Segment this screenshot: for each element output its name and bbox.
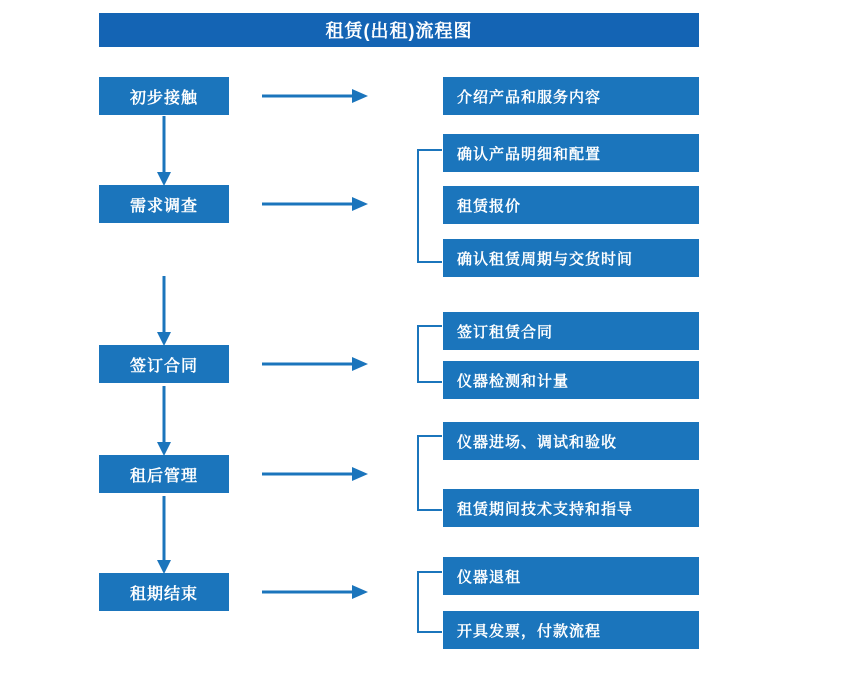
bracket-end-group: [414, 570, 444, 634]
stage-box-after-rent-management[interactable]: 租后管理: [99, 455, 229, 493]
detail-box-instrument-inspection[interactable]: 仪器检测和计量: [443, 361, 699, 399]
bracket-demand-group: [414, 148, 444, 264]
arrow-down-initial-to-demand: [154, 116, 174, 188]
arrow-down-after-rent-to-end: [154, 496, 174, 576]
detail-box-confirm-period-delivery[interactable]: 确认租赁周期与交货时间: [443, 239, 699, 277]
detail-box-sign-rental-contract[interactable]: 签订租赁合同: [443, 312, 699, 350]
arrow-down-demand-to-contract: [154, 276, 174, 348]
detail-box-instrument-onsite-commissioning[interactable]: 仪器进场、调试和验收: [443, 422, 699, 460]
arrow-right-to-after-rent-details: [262, 464, 372, 484]
stage-box-rent-end[interactable]: 租期结束: [99, 573, 229, 611]
detail-box-technical-support[interactable]: 租赁期间技术支持和指导: [443, 489, 699, 527]
arrow-right-to-contract-details: [262, 354, 372, 374]
detail-box-confirm-product-config[interactable]: 确认产品明细和配置: [443, 134, 699, 172]
detail-box-rental-quotation[interactable]: 租赁报价: [443, 186, 699, 224]
detail-box-invoice-payment[interactable]: 开具发票，付款流程: [443, 611, 699, 649]
page-title: 租赁(出租)流程图: [99, 13, 699, 47]
detail-box-instrument-return[interactable]: 仪器退租: [443, 557, 699, 595]
arrow-down-contract-to-after-rent: [154, 386, 174, 458]
detail-box-introduce-products[interactable]: 介绍产品和服务内容: [443, 77, 699, 115]
arrow-right-to-introduce: [262, 86, 372, 106]
stage-box-sign-contract[interactable]: 签订合同: [99, 345, 229, 383]
stage-box-initial-contact[interactable]: 初步接触: [99, 77, 229, 115]
bracket-after-rent-group: [414, 434, 444, 512]
arrow-right-to-end-details: [262, 582, 372, 602]
arrow-right-to-demand-details: [262, 194, 372, 214]
bracket-contract-group: [414, 324, 444, 384]
stage-box-demand-survey[interactable]: 需求调查: [99, 185, 229, 223]
